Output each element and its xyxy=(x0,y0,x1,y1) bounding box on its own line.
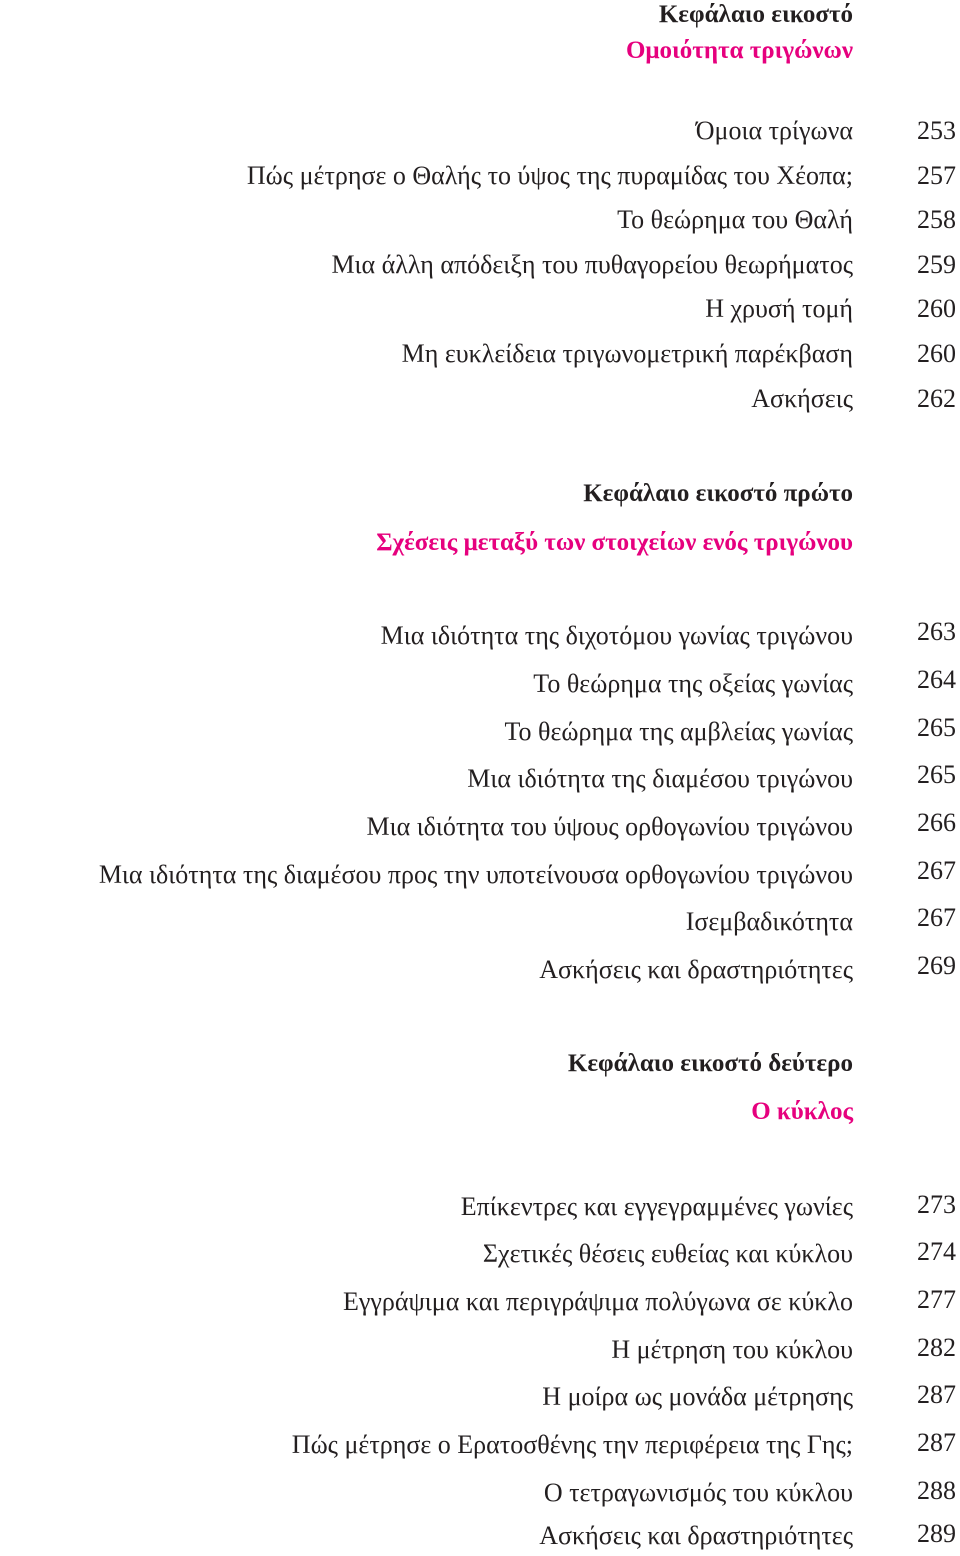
entry-page: 287 xyxy=(917,1380,956,1409)
toc-entry[interactable] xyxy=(0,759,960,799)
entry-page: 265 xyxy=(917,713,956,742)
toc-entry[interactable] xyxy=(0,289,960,329)
toc-entry[interactable] xyxy=(0,1282,960,1322)
toc-entry[interactable] xyxy=(0,111,960,151)
entry-title: Πώς μέτρησε ο Ερατοσθένης την περιφέρεια της Γης; xyxy=(291,1430,853,1459)
chapter-subtitle: Ομοιότητα τριγώνων xyxy=(625,37,853,64)
chapter-subtitle: Σχέσεις μεταξύ των στοιχείων ενός τριγώνου xyxy=(376,529,853,556)
entry-title: Σχετικές θέσεις ευθείας και κύκλου xyxy=(482,1239,853,1268)
entry-title: Πώς μέτρησε ο Θαλής το ύψος της πυραμίδας του Χέοπα; xyxy=(246,161,853,190)
toc-entry[interactable] xyxy=(0,902,960,942)
toc-entry[interactable] xyxy=(0,1330,960,1370)
entry-page: 267 xyxy=(917,903,956,932)
entry-title: Μη ευκλείδεια τριγωνομετρική παρέκβαση xyxy=(401,339,853,368)
entry-page: 253 xyxy=(917,116,956,145)
entry-title: Μια ιδιότητα του ύψους ορθογωνίου τριγώνου xyxy=(366,812,853,841)
entry-page: 273 xyxy=(917,1190,956,1219)
entry-title: Ισεμβαδικότητα xyxy=(685,907,853,936)
entry-page: 287 xyxy=(917,1428,956,1457)
entry-page: 259 xyxy=(917,250,956,279)
entry-page: 288 xyxy=(917,1476,956,1505)
entry-page: 289 xyxy=(917,1519,956,1548)
toc-entry[interactable] xyxy=(0,1516,960,1556)
entry-page: 269 xyxy=(917,951,956,980)
entry-title: Ο τετραγωνισμός του κύκλου xyxy=(543,1478,853,1507)
entry-title: Ασκήσεις και δραστηριότητες xyxy=(539,955,853,984)
entry-title: Η χρυσή τομή xyxy=(705,294,853,323)
entry-title: Επίκεντρες και εγγεγραμμένες γωνίες xyxy=(460,1192,853,1221)
entry-title: Το θεώρημα της οξείας γωνίας xyxy=(533,669,853,698)
toc-entry[interactable] xyxy=(0,950,960,990)
entry-page: 260 xyxy=(917,294,956,323)
entry-page: 264 xyxy=(917,665,956,694)
toc-entry[interactable] xyxy=(0,807,960,847)
toc-entry[interactable] xyxy=(0,1377,960,1417)
entry-title: Μια ιδιότητα της διαμέσου τριγώνου xyxy=(467,764,853,793)
entry-title: Το θεώρημα της αμβλείας γωνίας xyxy=(504,717,853,746)
entry-page: 263 xyxy=(917,617,956,646)
entry-title: Ασκήσεις και δραστηριότητες xyxy=(539,1521,853,1550)
entry-title: Όμοια τρίγωνα xyxy=(695,116,853,145)
entry-title: Εγγράψιμα και περιγράψιμα πολύγωνα σε κύκλο xyxy=(343,1287,853,1316)
entry-title: Το θεώρημα του Θαλή xyxy=(617,205,853,234)
toc-entry[interactable] xyxy=(0,156,960,196)
entry-title: Μια ιδιότητα της διχοτόμου γωνίας τριγώνου xyxy=(380,621,853,650)
toc-entry[interactable] xyxy=(0,1234,960,1274)
toc-entry[interactable] xyxy=(0,334,960,374)
chapter-heading: Κεφάλαιο εικοστό δεύτερο xyxy=(567,1050,853,1077)
entry-page: 277 xyxy=(917,1285,956,1314)
entry-page: 258 xyxy=(917,205,956,234)
toc-entry[interactable] xyxy=(0,245,960,285)
entry-title: Μια άλλη απόδειξη του πυθαγορείου θεωρήματος xyxy=(331,250,853,279)
chapter-heading: Κεφάλαιο εικοστό xyxy=(658,1,853,28)
entry-title: Ασκήσεις xyxy=(751,384,853,413)
entry-title: Μια ιδιότητα της διαμέσου προς την υποτείνουσα ορθογωνίου τριγώνου xyxy=(98,860,853,889)
toc-entry[interactable] xyxy=(0,1187,960,1227)
entry-page: 282 xyxy=(917,1333,956,1362)
entry-title: Η μοίρα ως μονάδα μέτρησης xyxy=(542,1382,853,1411)
toc-entry[interactable] xyxy=(0,712,960,752)
chapter-subtitle: Ο κύκλος xyxy=(751,1098,853,1125)
entry-page: 267 xyxy=(917,856,956,885)
toc-entry[interactable] xyxy=(0,616,960,656)
toc-entry[interactable] xyxy=(0,664,960,704)
toc-entry[interactable] xyxy=(0,1425,960,1465)
toc-entry[interactable] xyxy=(0,855,960,895)
entry-page: 262 xyxy=(917,384,956,413)
toc-entry[interactable] xyxy=(0,200,960,240)
entry-page: 266 xyxy=(917,808,956,837)
chapter-heading: Κεφάλαιο εικοστό πρώτο xyxy=(583,480,853,507)
entry-page: 260 xyxy=(917,339,956,368)
entry-title: Η μέτρηση του κύκλου xyxy=(611,1335,853,1364)
entry-page: 274 xyxy=(917,1237,956,1266)
toc-entry[interactable] xyxy=(0,1473,960,1513)
toc-entry[interactable] xyxy=(0,379,960,419)
entry-page: 265 xyxy=(917,760,956,789)
entry-page: 257 xyxy=(917,161,956,190)
